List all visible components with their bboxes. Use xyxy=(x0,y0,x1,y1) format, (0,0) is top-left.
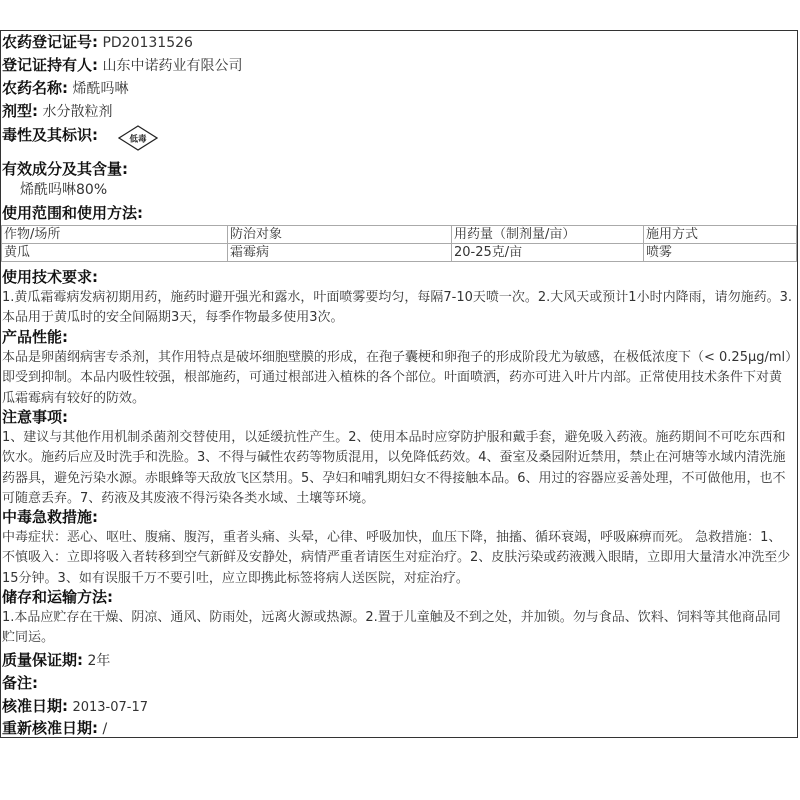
warranty-row xyxy=(2,650,110,671)
usage-table-header-row xyxy=(2,226,797,244)
storage-text: 1.本品应贮存在干燥、阴凉、通风、防雨处，远离火源或热源。2.置于儿童触及不到之处，并加锁。勿与食品、饮料、饲料等其他商品同贮同运。 xyxy=(2,610,781,646)
ingredient-label: 有效成分及其含量: xyxy=(2,160,128,178)
reapproval-date-label: 重新核准日期: xyxy=(2,719,98,737)
approval-date-row xyxy=(2,696,148,718)
registration-number-label: 农药登记证号: xyxy=(2,33,98,51)
toxicity-badge-text: 低毒 xyxy=(129,134,147,145)
usage-heading xyxy=(2,203,143,224)
warranty-value: 2年 xyxy=(87,653,111,669)
formulation-value: 水分散粒剂 xyxy=(42,104,113,120)
usage-cell-dosage: 20-25克/亩 xyxy=(452,244,644,262)
usage-header-method: 施用方式 xyxy=(644,226,797,244)
registration-number-value: PD20131526 xyxy=(102,35,193,51)
table-row xyxy=(2,244,797,262)
approval-date-label: 核准日期: xyxy=(2,697,68,715)
storage-label: 储存和运输方法: xyxy=(2,588,113,606)
firstaid-label: 中毒急救措施: xyxy=(2,508,98,526)
pesticide-name-row xyxy=(2,78,128,99)
usage-table xyxy=(1,225,797,262)
usage-cell-crop: 黄瓜 xyxy=(2,244,228,262)
tech-text: 1.黄瓜霜霉病发病初期用药，施药时避开强光和露水，叶面喷雾要均匀，每隔7-10天喷一次。2.大风天或预计1小时内降雨，请勿施药。3.本品用于黄瓜时的安全间隔期3天，每季作物最多使用3次。 xyxy=(2,290,792,326)
pesticide-name-value: 烯酰吗啉 xyxy=(72,81,129,97)
holder-value: 山东中诺药业有限公司 xyxy=(102,58,243,74)
firstaid-heading xyxy=(2,507,98,528)
remarks-label: 备注: xyxy=(2,674,38,692)
notes-text: 1、建议与其他作用机制杀菌剂交替使用，以延缓抗性产生。2、使用本品时应穿防护服和戴手套，避免吸入药液。施药期间不可吃东西和饮水。施药后应及时洗手和洗脸。3、不得与碱性农药等物质混用，以免降低药效。4、蚕室及桑园附近禁用，禁止在河塘等水域内清洗施药器具，避免污染水源。赤眼蜂等天敌放飞区禁用。5、孕妇和哺乳期妇女不得接触本品。6、用过的容器应妥善处理，不可做他用，也不可随意丢弃。7、药液及其废液不得污染各类水域、土壤等环境。 xyxy=(2,430,786,507)
performance-heading xyxy=(2,327,68,348)
usage-header-crop: 作物/场所 xyxy=(2,226,228,244)
pesticide-name-label: 农药名称: xyxy=(2,79,68,97)
usage-cell-target: 霜霉病 xyxy=(228,244,452,262)
firstaid-text: 中毒症状：恶心、呕吐、腹痛、腹泻，重者头痛、头晕，心律、呼吸加快，血压下降，抽搐、循环衰竭，呼吸麻痹而死。 急救措施：1、不慎吸入：立即将吸入者转移到空气新鲜及安静处，病情严重者请医生对症治疗。2、皮肤污染或药液溅入眼睛，立即用大量清水冲洗至少15分钟。3、如有误服千万不要引吐，应立即携此标签将病人送医院，对症治疗。 xyxy=(2,530,791,586)
usage-header-target: 防治对象 xyxy=(228,226,452,244)
low-toxicity-diamond-icon xyxy=(118,125,158,151)
toxicity-label: 毒性及其标识: xyxy=(2,126,98,144)
remarks-row xyxy=(2,673,38,694)
reapproval-date-value: / xyxy=(102,721,108,737)
formulation-row xyxy=(2,101,112,122)
usage-label: 使用范围和使用方法: xyxy=(2,204,143,222)
usage-header-dosage: 用药量（制剂量/亩） xyxy=(452,226,644,244)
storage-heading xyxy=(2,587,113,608)
holder-label: 登记证持有人: xyxy=(2,56,98,74)
toxicity-row xyxy=(2,125,98,146)
ingredient-heading xyxy=(2,159,128,180)
tech-heading xyxy=(2,267,98,288)
approval-date-value: 2013-07-17 xyxy=(72,700,149,715)
tech-label: 使用技术要求: xyxy=(2,268,98,286)
performance-label: 产品性能: xyxy=(2,328,68,346)
ingredient-value: 烯酰吗啉80% xyxy=(20,182,108,198)
registration-number-row xyxy=(2,32,193,53)
formulation-label: 剂型: xyxy=(2,102,38,120)
holder-row xyxy=(2,55,242,76)
reapproval-date-row xyxy=(2,718,107,739)
performance-text: 本品是卵菌纲病害专杀剂，其作用特点是破坏细胞壁膜的形成，在孢子囊梗和卵孢子的形成阶段尤为敏感，在极低浓度下（< 0.25μg/ml）即受到抑制。本品内吸性较强，根部施药，可通过根部进入植株的各个部位。叶面喷洒，药亦可进入叶片内部。正常使用技术条件下对黄瓜霜霉病有较好的防效。 xyxy=(2,350,792,406)
warranty-label: 质量保证期: xyxy=(2,651,83,669)
notes-heading xyxy=(2,407,68,428)
notes-label: 注意事项: xyxy=(2,408,68,426)
usage-cell-method: 喷雾 xyxy=(644,244,797,262)
